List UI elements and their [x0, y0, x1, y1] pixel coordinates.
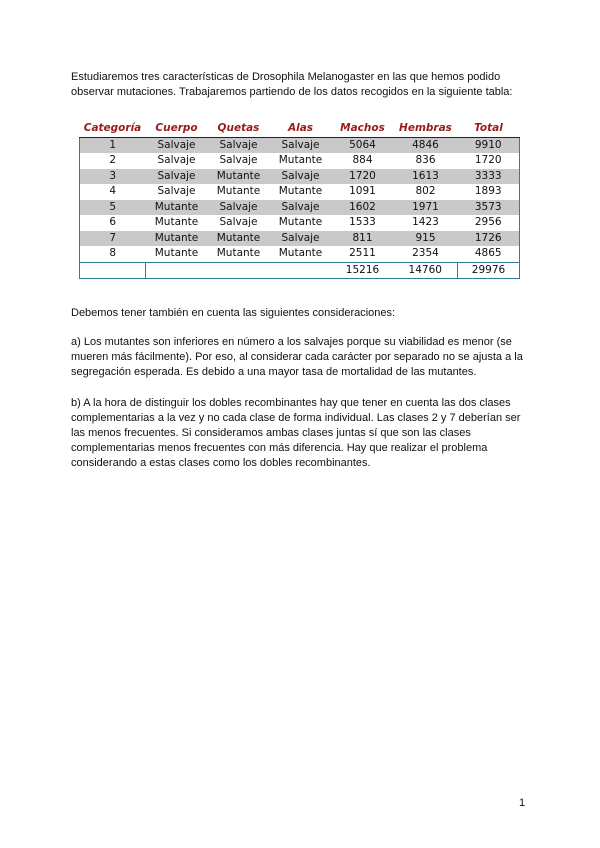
- cell: Salvaje: [270, 169, 332, 185]
- mutations-table: [79, 121, 519, 279]
- cell: Salvaje: [208, 137, 270, 153]
- cell: Mutante: [146, 200, 208, 216]
- cell: Salvaje: [270, 231, 332, 247]
- cell-empty: [146, 262, 208, 279]
- cell: Mutante: [146, 231, 208, 247]
- page-number: 1: [519, 797, 526, 809]
- total-machos: 15216: [332, 262, 394, 279]
- cell: Salvaje: [219, 216, 258, 228]
- cell: Mutante: [216, 185, 261, 197]
- cell: 1726: [458, 231, 520, 247]
- cell: Mutante: [208, 169, 270, 185]
- cell: Mutante: [154, 216, 199, 228]
- table-row: [80, 184, 520, 200]
- header-machos: Machos: [332, 121, 394, 137]
- cell: Salvaje: [146, 169, 208, 185]
- cell: Mutante: [278, 216, 323, 228]
- total-hembras: 14760: [394, 262, 458, 279]
- cell: 2511: [332, 246, 394, 262]
- cell-empty: [208, 262, 270, 279]
- header-categoria: Categoría: [80, 121, 146, 137]
- cell: 915: [394, 231, 458, 247]
- table-row: [80, 200, 520, 216]
- cell: Mutante: [278, 154, 323, 166]
- cell: 1893: [458, 184, 520, 200]
- cell: Salvaje: [157, 154, 196, 166]
- cell: 811: [332, 231, 394, 247]
- cell: 3573: [458, 200, 520, 216]
- cell: Salvaje: [146, 137, 208, 153]
- cell: Mutante: [208, 231, 270, 247]
- cell: Salvaje: [208, 200, 270, 216]
- cell: 4865: [458, 246, 520, 262]
- cell: 4846: [394, 137, 458, 153]
- totals-row: [80, 262, 520, 279]
- cell: 1533: [349, 216, 376, 228]
- considerations-intro: Debemos tener también en cuenta las siguientes consideraciones:: [71, 307, 396, 319]
- header-hembras: Hembras: [394, 121, 458, 137]
- table-header-row: [80, 121, 520, 137]
- cell: 5064: [332, 137, 394, 153]
- cell: Salvaje: [157, 185, 196, 197]
- cell: 1720: [332, 169, 394, 185]
- cell: 884: [352, 154, 373, 166]
- cell: 7: [80, 231, 146, 247]
- cell: 4: [80, 184, 146, 200]
- cell: 2956: [458, 215, 520, 231]
- cell: 1613: [394, 169, 458, 185]
- total-total: 29976: [458, 262, 520, 279]
- table-row: [80, 231, 520, 247]
- cell: Mutante: [270, 246, 332, 262]
- cell: 5: [80, 200, 146, 216]
- cell: 836: [415, 154, 436, 166]
- cell: 2354: [394, 246, 458, 262]
- cell: Salvaje: [270, 200, 332, 216]
- table-row: [80, 246, 520, 262]
- header-total: Total: [458, 121, 520, 137]
- cell: 3333: [458, 169, 520, 185]
- point-b-paragraph: b) A la hora de distinguir los dobles recombinantes hay que tener en cuenta las dos clases complementarias a la vez y no cada clase de forma individual. Las clases 2 y 7 deberían ser las menos frecuentes. Si consideramos ambas clases juntas sí que son las clases complementarias menos frecuentes con más diferencia. Hay que realizar el problema considerando a estas clases como los dobles recombinantes.: [71, 397, 521, 469]
- cell-empty: [80, 262, 146, 279]
- cell: 6: [80, 215, 146, 231]
- cell: 1971: [394, 200, 458, 216]
- cell: 9910: [458, 137, 520, 153]
- cell: Mutante: [146, 246, 208, 262]
- intro-paragraph: Estudiaremos tres características de Drosophila Melanogaster en las que hemos podido observar mutaciones. Trabajaremos partiendo de los datos recogidos en la siguiente tabla:: [71, 71, 513, 98]
- cell: 802: [415, 185, 436, 197]
- cell: Salvaje: [270, 137, 332, 153]
- header-quetas: Quetas: [208, 121, 270, 137]
- cell: Mutante: [278, 185, 323, 197]
- cell: 1423: [412, 216, 439, 228]
- cell: 1602: [332, 200, 394, 216]
- cell-empty: [270, 262, 332, 279]
- cell: 1720: [458, 153, 520, 169]
- cell: 3: [80, 169, 146, 185]
- cell: 2: [80, 153, 146, 169]
- table-row: [80, 169, 520, 185]
- point-a-paragraph: a) Los mutantes son inferiores en número a los salvajes porque su viabilidad es menor (se mueren más fácilmente). Por eso, al considerar cada carácter por separado no se ajusta a la segregación esperada. Es debido a una mayor tasa de mortalidad de las mutantes.: [71, 336, 523, 378]
- table-row: [80, 137, 520, 153]
- cell: Mutante: [208, 246, 270, 262]
- cell: Salvaje: [219, 154, 258, 166]
- header-cuerpo: Cuerpo: [146, 121, 208, 137]
- table-row: [80, 215, 520, 231]
- cell: 8: [80, 246, 146, 262]
- cell: 1: [80, 137, 146, 153]
- header-alas: Alas: [270, 121, 332, 137]
- cell: 1091: [349, 185, 376, 197]
- table-row: [80, 153, 520, 169]
